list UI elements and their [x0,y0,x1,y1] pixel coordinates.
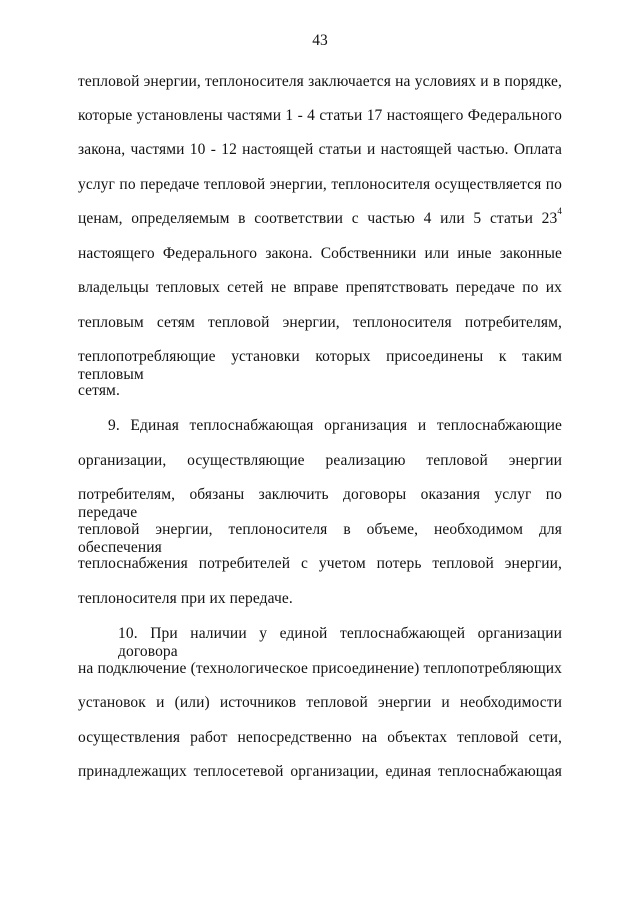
text-line [78,279,562,297]
text-line [78,245,562,263]
text-line-content: настоящего Федерального закона. Собственники или иные законные [78,245,562,262]
text-line [78,555,562,573]
text-line-content: потребителям, обязаны заключить договоры оказания услуг по передаче [78,486,562,521]
text-line [78,694,562,712]
text-line-content: осуществления работ непосредственно на объектах тепловой сети, [78,729,562,746]
text-line-content: тепловой энергии, теплоносителя заключается на условиях и в порядке, [78,73,562,90]
text-line [78,521,562,556]
text-line [78,763,562,781]
text-line-content: 10. При наличии у единой теплоснабжающей организации договора [118,625,562,660]
text-line [78,590,562,608]
text-line [78,73,562,91]
text-line-content: на подключение (технологическое присоединение) теплопотребляющих [78,660,562,677]
text-line-content: теплоснабжения потребителей с учетом потерь тепловой энергии, [78,555,562,572]
text-line [78,205,562,228]
text-line [78,107,562,125]
text-line [78,486,562,521]
text-line [78,176,562,194]
text-line-content: которые установлены частями 1 - 4 статьи 17 настоящего Федерального [78,107,562,124]
text-line-content: ценам, определяемым в соответствии с частью 4 или 5 статьи 23 [78,210,558,227]
text-line-content: принадлежащих теплосетевой организации, единая теплоснабжающая [78,763,562,780]
text-line-content: тепловым сетям тепловой энергии, теплоносителя потребителям, [78,314,562,331]
text-line-content: 9. Единая теплоснабжающая организация и теплоснабжающие [108,417,562,434]
text-line-content: установок и (или) источников тепловой энергии и необходимости [78,694,562,711]
text-line-content: организации, осуществляющие реализацию тепловой энергии [78,452,562,469]
text-line-content: теплоносителя при их передаче. [78,590,293,607]
text-line-content: услуг по передаче тепловой энергии, теплоносителя осуществляется по [78,176,562,193]
footnote-superscript: 4 [557,205,562,216]
text-line-content: сетям. [78,382,120,399]
text-line [108,417,562,435]
page-number: 43 [312,32,328,49]
text-line [78,382,562,400]
text-line [78,348,562,383]
text-line [78,729,562,747]
text-line-content: закона, частями 10 - 12 настоящей статьи и настоящей частью. Оплата [78,141,562,158]
text-line-content: тепловой энергии, теплоносителя в объеме, необходимом для обеспечения [78,521,562,556]
text-line [78,141,562,159]
text-line-content: владельцы тепловых сетей не вправе препятствовать передаче по их [78,279,562,296]
text-line-content: теплопотребляющие установки которых присоединены к таким тепловым [78,348,562,383]
text-line [78,660,562,678]
text-line [118,625,562,660]
text-line [78,452,562,470]
text-line [78,314,562,332]
